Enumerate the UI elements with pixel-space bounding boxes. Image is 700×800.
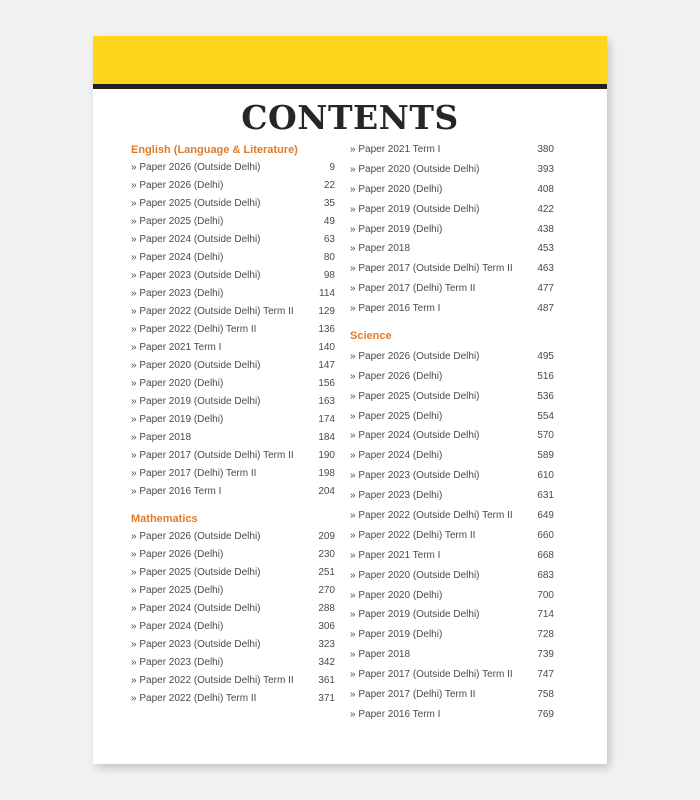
- toc-entry[interactable]: [350, 220, 554, 240]
- section-gap: [131, 501, 335, 510]
- toc-entry-label: » Paper 2017 (Delhi) Term II: [350, 689, 476, 701]
- toc-entry[interactable]: [131, 177, 335, 195]
- toc-entry-label: » Paper 2026 (Delhi): [131, 180, 224, 191]
- toc-entry-label: » Paper 2023 (Outside Delhi): [131, 639, 261, 650]
- toc-entry[interactable]: [131, 213, 335, 231]
- toc-entry[interactable]: [350, 645, 554, 665]
- toc-entry-label: » Paper 2023 (Outside Delhi): [350, 470, 480, 482]
- toc-entry[interactable]: [131, 321, 335, 339]
- toc-entry-page-number: 463: [537, 263, 554, 275]
- toc-entry-page-number: 453: [537, 243, 554, 255]
- toc-entry[interactable]: [350, 446, 554, 466]
- toc-entry-page-number: 306: [318, 621, 335, 632]
- toc-entry[interactable]: [131, 411, 335, 429]
- toc-entry-label: » Paper 2016 Term I: [350, 303, 441, 315]
- toc-entry-page-number: 570: [537, 430, 554, 442]
- toc-entry-page-number: 668: [537, 549, 554, 561]
- toc-entry[interactable]: [350, 426, 554, 446]
- toc-entry[interactable]: [350, 705, 554, 725]
- toc-entry-page-number: 184: [318, 432, 335, 443]
- section-heading: Science: [350, 330, 392, 343]
- toc-entry-label: » Paper 2025 (Delhi): [131, 216, 224, 227]
- right-column: [350, 140, 554, 725]
- toc-entry-page-number: 649: [537, 510, 554, 522]
- toc-entry-label: » Paper 2025 (Outside Delhi): [131, 567, 261, 578]
- toc-entry-label: » Paper 2025 (Delhi): [350, 410, 443, 422]
- toc-entry-page-number: 758: [537, 689, 554, 701]
- toc-entry-label: » Paper 2019 (Delhi): [131, 414, 224, 425]
- toc-entry-label: » Paper 2020 (Delhi): [350, 589, 443, 601]
- toc-entry[interactable]: [350, 279, 554, 299]
- toc-entry[interactable]: [350, 239, 554, 259]
- toc-entry-label: » Paper 2026 (Delhi): [131, 549, 224, 560]
- toc-entry[interactable]: [131, 564, 335, 582]
- toc-entry[interactable]: [350, 605, 554, 625]
- toc-entry[interactable]: [131, 672, 335, 690]
- toc-entry-page-number: 380: [537, 144, 554, 155]
- toc-entry-page-number: 198: [318, 468, 335, 479]
- toc-entry-page-number: 495: [537, 350, 554, 362]
- toc-entry[interactable]: [350, 259, 554, 279]
- toc-entry-page-number: 422: [537, 203, 554, 215]
- toc-entry-label: » Paper 2019 (Delhi): [350, 223, 443, 235]
- toc-entry-page-number: 477: [537, 283, 554, 295]
- toc-entry-page-number: 438: [537, 223, 554, 235]
- toc-entry[interactable]: [350, 665, 554, 685]
- toc-entry-page-number: 147: [318, 360, 335, 371]
- toc-entry-page-number: 747: [537, 669, 554, 681]
- toc-entry[interactable]: [350, 526, 554, 546]
- toc-entry-page-number: 35: [323, 198, 335, 209]
- toc-entry[interactable]: [350, 299, 554, 319]
- toc-entry-label: » Paper 2022 (Delhi) Term II: [131, 324, 257, 335]
- toc-entry[interactable]: [350, 685, 554, 705]
- toc-entry-page-number: 516: [537, 370, 554, 382]
- toc-entry-page-number: 49: [323, 216, 335, 227]
- toc-entry[interactable]: [350, 466, 554, 486]
- toc-entry-page-number: 371: [318, 693, 335, 704]
- toc-entry-page-number: 174: [318, 414, 335, 425]
- toc-entry-label: » Paper 2021 Term I: [131, 342, 222, 353]
- toc-entry[interactable]: [350, 625, 554, 645]
- toc-entry-label: » Paper 2024 (Outside Delhi): [131, 603, 261, 614]
- contents-page: [93, 36, 607, 764]
- toc-entry[interactable]: [350, 566, 554, 586]
- toc-entry-label: » Paper 2025 (Outside Delhi): [350, 390, 480, 402]
- toc-entry-page-number: 190: [318, 450, 335, 461]
- toc-entry-label: » Paper 2022 (Delhi) Term II: [350, 529, 476, 541]
- toc-entry-label: » Paper 2026 (Outside Delhi): [131, 531, 261, 542]
- toc-entry[interactable]: [131, 429, 335, 447]
- toc-entry-page-number: 156: [318, 378, 335, 389]
- toc-entry-page-number: 610: [537, 470, 554, 482]
- toc-entry[interactable]: [131, 582, 335, 600]
- toc-entry-page-number: 270: [318, 585, 335, 596]
- toc-entry-page-number: 408: [537, 183, 554, 195]
- toc-entry-label: » Paper 2020 (Delhi): [131, 378, 224, 389]
- toc-entry[interactable]: [131, 393, 335, 411]
- left-column: [131, 141, 335, 708]
- toc-entry-page-number: 163: [318, 396, 335, 407]
- toc-entry-label: » Paper 2025 (Delhi): [131, 585, 224, 596]
- toc-entry-label: » Paper 2024 (Delhi): [350, 450, 443, 462]
- toc-entry-label: » Paper 2026 (Outside Delhi): [131, 162, 261, 173]
- toc-entry[interactable]: [131, 636, 335, 654]
- toc-entry-label: » Paper 2019 (Outside Delhi): [350, 609, 480, 621]
- toc-entry-page-number: 323: [318, 639, 335, 650]
- toc-entry-label: » Paper 2020 (Outside Delhi): [350, 569, 480, 581]
- toc-entry-page-number: 487: [537, 303, 554, 315]
- toc-entry-label: » Paper 2024 (Delhi): [131, 252, 224, 263]
- toc-entry-page-number: 9: [329, 162, 335, 173]
- toc-entry-page-number: 63: [323, 234, 335, 245]
- toc-entry[interactable]: [131, 690, 335, 708]
- toc-entry-label: » Paper 2023 (Delhi): [131, 288, 224, 299]
- toc-entry-page-number: 700: [537, 589, 554, 601]
- toc-entry-page-number: 342: [318, 657, 335, 668]
- toc-entry-label: » Paper 2022 (Delhi) Term II: [131, 693, 257, 704]
- toc-entry-label: » Paper 2019 (Outside Delhi): [350, 203, 480, 215]
- toc-entry-page-number: 204: [318, 486, 335, 497]
- header-rule: [93, 84, 607, 89]
- toc-entry[interactable]: [131, 483, 335, 501]
- toc-entry[interactable]: [131, 339, 335, 357]
- toc-entry-page-number: 251: [318, 567, 335, 578]
- toc-entry-label: » Paper 2024 (Delhi): [131, 621, 224, 632]
- toc-entry-label: » Paper 2017 (Outside Delhi) Term II: [350, 669, 513, 681]
- toc-entry-label: » Paper 2023 (Delhi): [350, 490, 443, 502]
- section-gap: [350, 319, 554, 327]
- toc-entry-page-number: 714: [537, 609, 554, 621]
- toc-entry-page-number: 739: [537, 649, 554, 661]
- toc-entry[interactable]: [131, 249, 335, 267]
- toc-entry-page-number: 361: [318, 675, 335, 686]
- toc-entry[interactable]: [131, 285, 335, 303]
- toc-entry-page-number: 288: [318, 603, 335, 614]
- toc-entry-label: » Paper 2024 (Outside Delhi): [350, 430, 480, 442]
- toc-entry-page-number: 589: [537, 450, 554, 462]
- toc-entry-page-number: 536: [537, 390, 554, 402]
- toc-entry[interactable]: [131, 303, 335, 321]
- toc-entry[interactable]: [350, 506, 554, 526]
- toc-entry-label: » Paper 2022 (Outside Delhi) Term II: [350, 510, 513, 522]
- toc-entry-label: » Paper 2018: [350, 243, 411, 255]
- section-heading: English (Language & Literature): [131, 144, 298, 156]
- toc-entry[interactable]: [350, 347, 554, 367]
- toc-entry[interactable]: [131, 375, 335, 393]
- toc-entry[interactable]: [131, 600, 335, 618]
- toc-entry[interactable]: [350, 586, 554, 606]
- toc-entry[interactable]: [350, 160, 554, 180]
- toc-entry-label: » Paper 2017 (Delhi) Term II: [131, 468, 257, 479]
- toc-entry-page-number: 98: [323, 270, 335, 281]
- toc-entry-label: » Paper 2019 (Delhi): [350, 629, 443, 641]
- toc-entry[interactable]: [350, 200, 554, 220]
- toc-entry[interactable]: [350, 486, 554, 506]
- toc-entry-page-number: 114: [319, 288, 335, 299]
- toc-entry[interactable]: [131, 465, 335, 483]
- toc-entry-label: » Paper 2020 (Delhi): [350, 183, 443, 195]
- toc-entry-page-number: 22: [323, 180, 335, 191]
- toc-entry[interactable]: [131, 195, 335, 213]
- toc-entry[interactable]: [131, 231, 335, 249]
- toc-entry[interactable]: [350, 407, 554, 427]
- toc-entry-label: » Paper 2018: [131, 432, 192, 443]
- page-title: CONTENTS: [241, 98, 459, 137]
- toc-entry[interactable]: [350, 180, 554, 200]
- toc-entry[interactable]: [131, 267, 335, 285]
- toc-entry-label: » Paper 2019 (Outside Delhi): [131, 396, 261, 407]
- toc-entry[interactable]: [131, 546, 335, 564]
- toc-entry-page-number: 230: [318, 549, 335, 560]
- toc-entry-label: » Paper 2021 Term I: [350, 144, 441, 155]
- toc-entry[interactable]: [131, 528, 335, 546]
- toc-entry-page-number: 209: [318, 531, 335, 542]
- toc-entry[interactable]: [131, 159, 335, 177]
- toc-entry[interactable]: [131, 357, 335, 375]
- toc-entry[interactable]: [131, 618, 335, 636]
- toc-entry-label: » Paper 2021 Term I: [350, 549, 441, 561]
- toc-entry[interactable]: [350, 387, 554, 407]
- toc-entry-page-number: 683: [537, 569, 554, 581]
- toc-entry-label: » Paper 2022 (Outside Delhi) Term II: [131, 306, 294, 317]
- toc-entry-page-number: 393: [537, 163, 554, 175]
- toc-entry-page-number: 129: [318, 306, 335, 317]
- header-band: [93, 36, 607, 84]
- toc-entry-page-number: 660: [537, 529, 554, 541]
- toc-entry-page-number: 80: [323, 252, 335, 263]
- toc-entry-page-number: 136: [318, 324, 335, 335]
- toc-entry[interactable]: [350, 546, 554, 566]
- toc-entry-label: » Paper 2017 (Outside Delhi) Term II: [350, 263, 513, 275]
- toc-entry-page-number: 140: [318, 342, 335, 353]
- toc-entry-label: » Paper 2026 (Outside Delhi): [350, 350, 480, 362]
- toc-entry-label: » Paper 2023 (Delhi): [131, 657, 224, 668]
- toc-entry-label: » Paper 2016 Term I: [350, 708, 441, 720]
- toc-entry-label: » Paper 2026 (Delhi): [350, 370, 443, 382]
- section-heading: Mathematics: [131, 513, 198, 525]
- toc-entry-label: » Paper 2023 (Outside Delhi): [131, 270, 261, 281]
- toc-entry[interactable]: [350, 140, 554, 160]
- toc-entry-label: » Paper 2018: [350, 649, 411, 661]
- toc-entry-page-number: 769: [537, 708, 554, 720]
- toc-entry-label: » Paper 2020 (Outside Delhi): [131, 360, 261, 371]
- toc-entry-label: » Paper 2025 (Outside Delhi): [131, 198, 261, 209]
- toc-entry-page-number: 728: [537, 629, 554, 641]
- toc-entry-label: » Paper 2024 (Outside Delhi): [131, 234, 261, 245]
- toc-entry[interactable]: [350, 367, 554, 387]
- toc-entry-page-number: 554: [537, 410, 554, 422]
- toc-entry-label: » Paper 2017 (Delhi) Term II: [350, 283, 476, 295]
- toc-entry-page-number: 631: [537, 490, 554, 502]
- toc-entry-label: » Paper 2022 (Outside Delhi) Term II: [131, 675, 294, 686]
- toc-entry-label: » Paper 2017 (Outside Delhi) Term II: [131, 450, 294, 461]
- toc-entry-label: » Paper 2020 (Outside Delhi): [350, 163, 480, 175]
- toc-entry[interactable]: [131, 654, 335, 672]
- toc-entry[interactable]: [131, 447, 335, 465]
- toc-entry-label: » Paper 2016 Term I: [131, 486, 222, 497]
